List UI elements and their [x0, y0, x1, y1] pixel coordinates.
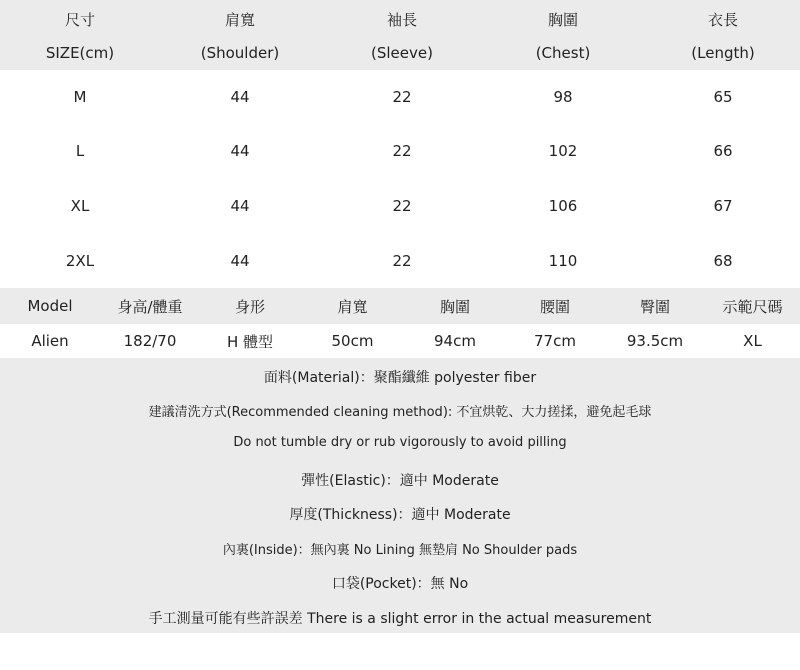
cleaning-line: 建議清洗方式(Recommended cleaning method): 不宜烘乾、大力搓揉，避免起毛球: [148, 405, 652, 420]
pocket-line: 口袋(Pocket)：無 No: [331, 576, 469, 592]
model-body-type: H 體型: [226, 332, 274, 351]
header-waist: 腰圍: [539, 297, 570, 316]
thickness-line: 厚度(Thickness)：適中 Moderate: [289, 507, 511, 523]
chest-value: 110: [548, 251, 578, 270]
shoulder-value: 44: [230, 88, 250, 106]
model-row: [0, 324, 800, 358]
model-waist: 77cm: [534, 332, 576, 350]
size-row: [0, 178, 800, 233]
header-model: Model: [27, 297, 73, 315]
model-shoulder: 50cm: [331, 332, 374, 350]
chest-value: 106: [548, 196, 578, 215]
size-row: [0, 124, 800, 178]
inside-line: 內裏(Inside)：無內裏 No Lining 無墊肩 No Shoulder pads: [222, 543, 578, 558]
measurement-note: 手工測量可能有些許誤差 There is a slight error in the actual measurement: [148, 611, 652, 627]
shoulder-value: 44: [230, 196, 250, 215]
header-size-en: SIZE(cm): [45, 44, 115, 62]
size-row: [0, 70, 800, 124]
model-demo-size: XL: [743, 332, 762, 350]
header-shoulder-en: (Shoulder): [200, 44, 280, 62]
header-length-en: (Length): [691, 44, 755, 62]
product-info-section: [0, 358, 800, 633]
size-label: L: [75, 142, 85, 160]
size-table-header: [0, 0, 800, 70]
model-name: Alien: [31, 332, 69, 350]
header-length-zh: 衣長: [707, 10, 738, 29]
sleeve-value: 22: [392, 251, 412, 270]
length-value: 66: [713, 142, 733, 160]
elastic-line: 彈性(Elastic)：適中 Moderate: [301, 473, 499, 489]
sleeve-value: 22: [392, 142, 412, 160]
length-value: 68: [713, 251, 733, 270]
header-hip: 臀圍: [639, 297, 670, 316]
header-size-zh: 尺寸: [64, 10, 95, 29]
shoulder-value: 44: [230, 251, 250, 270]
header-chest-en: (Chest): [535, 44, 591, 62]
size-label: 2XL: [65, 251, 95, 270]
header-sleeve-en: (Sleeve): [371, 44, 433, 62]
cleaning-en-line: Do not tumble dry or rub vigorously to avoid pilling: [233, 435, 567, 450]
length-value: 65: [713, 88, 733, 106]
header-shoulder: 肩寬: [337, 297, 368, 316]
size-label: M: [73, 88, 87, 106]
sleeve-value: 22: [392, 88, 412, 106]
header-chest-zh: 胸圍: [547, 10, 578, 29]
header-chest: 胸圍: [439, 297, 470, 316]
model-height-weight: 182/70: [123, 332, 177, 350]
shoulder-value: 44: [230, 142, 250, 160]
length-value: 67: [713, 196, 733, 215]
model-hip: 93.5cm: [626, 332, 684, 350]
chest-value: 102: [548, 142, 578, 160]
header-body-type: 身形: [234, 297, 265, 316]
size-label: XL: [70, 196, 90, 215]
chest-value: 98: [553, 88, 573, 106]
model-table-header: [0, 288, 800, 324]
sleeve-value: 22: [392, 196, 412, 215]
header-shoulder-zh: 肩寬: [224, 10, 255, 29]
header-height-weight: 身高/體重: [117, 297, 183, 316]
header-sleeve-zh: 袖長: [386, 10, 417, 29]
model-chest: 94cm: [434, 332, 476, 350]
header-demo-size: 示範尺碼: [722, 297, 783, 316]
material-line: 面料(Material)：聚酯纖維 polyester fiber: [263, 370, 537, 386]
size-row: [0, 233, 800, 288]
